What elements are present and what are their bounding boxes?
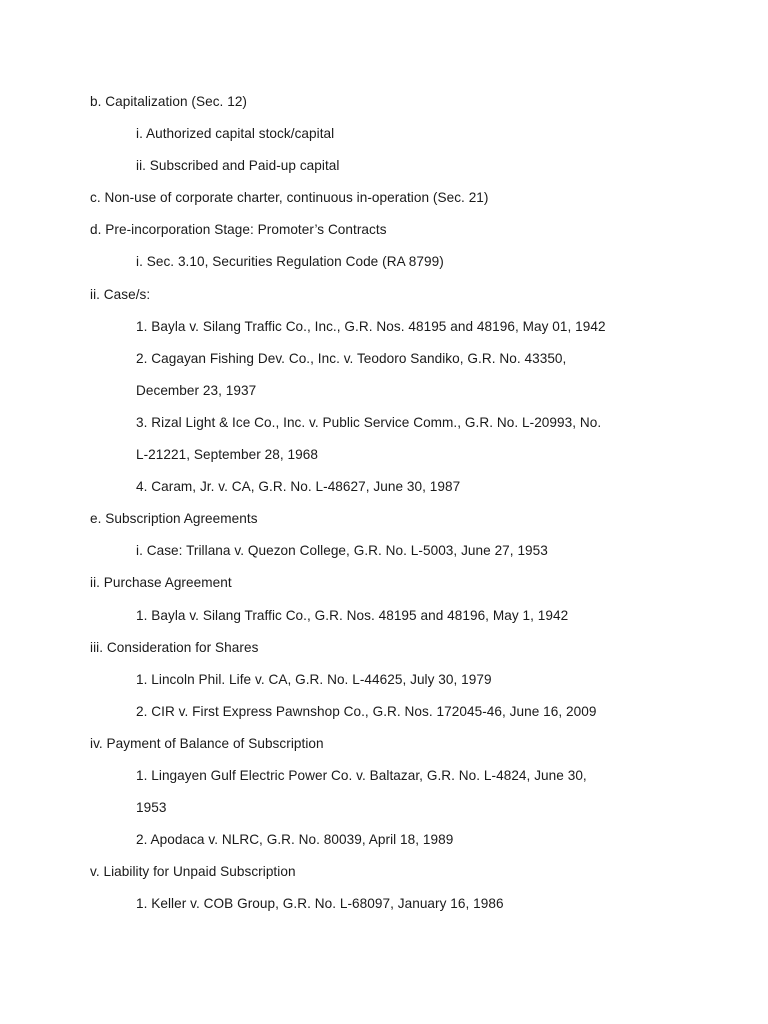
outline-line: 1. Lingayen Gulf Electric Power Co. v. Baltazar, G.R. No. L-4824, June 30, (136, 767, 587, 783)
outline-line: v. Liability for Unpaid Subscription (90, 864, 296, 880)
outline-line: 1953 (136, 800, 167, 816)
outline-line: 1. Bayla v. Silang Traffic Co., Inc., G.R. Nos. 48195 and 48196, May 01, 1942 (136, 318, 606, 334)
outline-line: ii. Purchase Agreement (90, 575, 232, 591)
outline-line: e. Subscription Agreements (90, 511, 258, 527)
outline-line: December 23, 1937 (136, 382, 257, 398)
outline-line: iii. Consideration for Shares (90, 639, 259, 655)
outline-line: i. Case: Trillana v. Quezon College, G.R. No. L-5003, June 27, 1953 (136, 543, 548, 559)
outline-line: i. Sec. 3.10, Securities Regulation Code (RA 8799) (136, 254, 444, 270)
outline-line: b. Capitalization (Sec. 12) (90, 94, 248, 109)
outline-line: i. Authorized capital stock/capital (136, 126, 335, 142)
outline-line: 4. Caram, Jr. v. CA, G.R. No. L-48627, June 30, 1987 (136, 479, 461, 495)
outline-line: 1. Lincoln Phil. Life v. CA, G.R. No. L-44625, July 30, 1979 (136, 671, 492, 687)
outline-line: ii. Subscribed and Paid-up capital (136, 158, 340, 174)
outline-line: ii. Case/s: (90, 286, 151, 302)
outline-line: c. Non-use of corporate charter, continuous in-operation (Sec. 21) (90, 190, 489, 206)
outline-line: iv. Payment of Balance of Subscription (90, 735, 324, 751)
outline-line: 1. Bayla v. Silang Traffic Co., G.R. Nos. 48195 and 48196, May 1, 1942 (136, 607, 569, 623)
outline-line: 3. Rizal Light & Ice Co., Inc. v. Public Service Comm., G.R. No. L-20993, No. (136, 414, 602, 430)
outline-line: L-21221, September 28, 1968 (136, 447, 318, 463)
outline-line: d. Pre-incorporation Stage: Promoter’s Contracts (90, 222, 387, 238)
outline-line: 2. CIR v. First Express Pawnshop Co., G.R. Nos. 172045-46, June 16, 2009 (136, 703, 597, 719)
outline-line: 2. Apodaca v. NLRC, G.R. No. 80039, April 18, 1989 (136, 832, 454, 848)
outline (90, 92, 710, 926)
outline-line: 1. Keller v. COB Group, G.R. No. L-68097, January 16, 1986 (136, 896, 504, 912)
outline-line: 2. Cagayan Fishing Dev. Co., Inc. v. Teodoro Sandiko, G.R. No. 43350, (136, 350, 567, 366)
